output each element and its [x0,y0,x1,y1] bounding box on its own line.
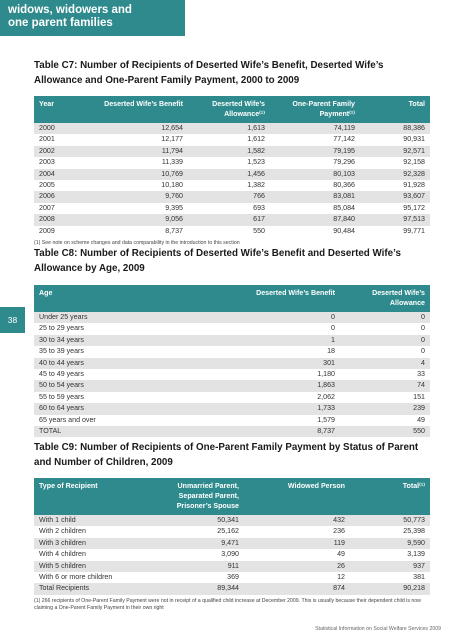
table-cell: With 2 children [34,526,144,537]
section-header [0,0,185,36]
table-cell: 12,177 [94,134,188,145]
column-header: Type of Recipient [39,482,98,490]
table-cell: 93,607 [360,191,430,202]
table-c7 [34,96,430,237]
table-c8-section [34,246,430,437]
table-cell: 12 [244,572,350,583]
table-cell: 74,119 [270,123,360,134]
table-cell: 8,737 [184,426,340,437]
table-cell: 92,158 [360,157,430,168]
table-cell: 1 [184,335,340,346]
table-cell: 18 [184,346,340,357]
table-cell: Under 25 years [34,312,184,323]
column-header: Deserted Wife’s Benefit [104,100,183,108]
table-cell: 1,863 [184,380,340,391]
table-cell: 25,162 [144,526,244,537]
table-cell: 1,523 [188,157,270,168]
table-cell: 2004 [34,169,94,180]
table-row [34,191,430,202]
table-cell: 381 [350,572,430,583]
table-cell: 1,180 [184,369,340,380]
table-cell: 87,840 [270,214,360,225]
table-cell: 1,733 [184,403,340,414]
table-cell: 80,103 [270,169,360,180]
table-cell: Total Recipients [34,583,144,594]
table-cell: 97,513 [360,214,430,225]
table-c8 [34,285,430,437]
table-cell: 9,471 [144,538,244,549]
table-cell: 35 to 39 years [34,346,184,357]
column-header: Age [39,289,53,297]
table-cell: 9,395 [94,203,188,214]
table-cell: 3,090 [144,549,244,560]
table-cell: 49 [244,549,350,560]
table-cell: 2001 [34,134,94,145]
table-row [34,392,430,403]
table-cell: 40 to 44 years [34,358,184,369]
table-cell: 2007 [34,203,94,214]
table-cell: 236 [244,526,350,537]
table-cell: 80,366 [270,180,360,191]
table-row [34,169,430,180]
table-row [34,134,430,145]
table-cell: 26 [244,561,350,572]
section-header-line-2: one parent families [8,17,113,29]
table-row [34,123,430,134]
table-cell: TOTAL [34,426,184,437]
table-cell: 10,180 [94,180,188,191]
table-cell: 9,590 [350,538,430,549]
table-cell: 2006 [34,191,94,202]
table-cell: 77,142 [270,134,360,145]
table-cell: 89,344 [144,583,244,594]
table-cell: 60 to 64 years [34,403,184,414]
table-row [34,157,430,168]
table-c8-title: Table C8: Number of Recipients of Deserted Wife’s Benefit and Deserted Wife’s Allowance by Age, 2009 [34,248,401,274]
table-cell: 83,081 [270,191,360,202]
table-cell: 9,056 [94,214,188,225]
table-row [34,380,430,391]
table-cell: 0 [340,346,430,357]
table-cell: With 1 child [34,515,144,526]
table-c8-header-row [34,285,430,312]
table-cell: 55 to 59 years [34,392,184,403]
table-c9 [34,478,430,595]
table-cell: 65 years and over [34,415,184,426]
table-cell: 301 [184,358,340,369]
table-row [34,583,430,594]
table-cell: 1,456 [188,169,270,180]
column-header: Deserted Wife’s Allowance [372,289,425,307]
table-cell: 8,737 [94,226,188,237]
table-c9-header-row [34,478,430,515]
table-cell: 25 to 29 years [34,323,184,334]
column-header: Deserted Wife’s Allowance⁽¹⁾ [212,100,265,118]
table-cell: 90,931 [360,134,430,145]
table-cell: 0 [184,312,340,323]
column-header: Unmarried Parent, Separated Parent, Prisoner’s Spouse [176,482,239,510]
table-cell: 85,084 [270,203,360,214]
page-number: 38 [7,315,18,325]
table-cell: 90,218 [350,583,430,594]
table-row [34,214,430,225]
table-cell: 432 [244,515,350,526]
table-cell: 1,582 [188,146,270,157]
table-row [34,426,430,437]
table-cell: 9,760 [94,191,188,202]
table-cell: 2009 [34,226,94,237]
table-cell: 0 [340,312,430,323]
table-cell: 2005 [34,180,94,191]
table-cell: 50 to 54 years [34,380,184,391]
table-cell: 151 [340,392,430,403]
table-cell: 239 [340,403,430,414]
column-header: Year [39,100,54,108]
table-cell: 91,928 [360,180,430,191]
column-header: One-Parent Family Payment⁽¹⁾ [292,100,355,118]
table-cell: 88,386 [360,123,430,134]
table-cell: 33 [340,369,430,380]
table-row [34,515,430,526]
table-cell: 95,172 [360,203,430,214]
table-cell: 79,195 [270,146,360,157]
table-row [34,403,430,414]
table-cell: 11,339 [94,157,188,168]
table-c7-section [34,58,430,247]
table-c7-title: Table C7: Number of Recipients of Deserted Wife’s Benefit, Deserted Wife’s Allowance and One-Parent Family Payment, 2000 to 2009 [34,60,384,86]
table-row [34,226,430,237]
table-cell: 0 [340,323,430,334]
table-row [34,549,430,560]
table-cell: 0 [184,323,340,334]
column-header: Deserted Wife’s Benefit [256,289,335,297]
table-cell: 49 [340,415,430,426]
table-c7-footnote: (1) See note on scheme changes and data comparability in the introduction to this section [34,240,240,247]
table-cell: 12,654 [94,123,188,134]
table-cell: 0 [340,335,430,346]
table-cell: 2002 [34,146,94,157]
table-cell: 10,769 [94,169,188,180]
table-cell: 90,484 [270,226,360,237]
table-row [34,335,430,346]
table-cell: 369 [144,572,244,583]
table-row [34,323,430,334]
table-cell: 2,062 [184,392,340,403]
table-cell: 2000 [34,123,94,134]
table-cell: With 3 children [34,538,144,549]
table-cell: 45 to 49 years [34,369,184,380]
table-cell: 92,328 [360,169,430,180]
table-row [34,572,430,583]
table-row [34,538,430,549]
table-cell: With 5 children [34,561,144,572]
table-cell: 2008 [34,214,94,225]
table-c9-footnote: (1) 266 recipients of One-Parent Family Payment were not in receipt of a qualified child increase at December 2009. This is usually because their dependent child is now claiming a One-Parent Family Payment in their own right [34,597,421,611]
table-c9-title: Table C9: Number of Recipients of One-Parent Family Payment by Status of Parent and Number of Children, 2009 [34,442,419,468]
table-cell: 766 [188,191,270,202]
table-cell: 25,398 [350,526,430,537]
table-cell: 50,773 [350,515,430,526]
page-number-tab [0,307,25,333]
table-row [34,180,430,191]
table-cell: 1,579 [184,415,340,426]
table-c7-header-row [34,96,430,123]
table-cell: 99,771 [360,226,430,237]
table-row [34,312,430,323]
table-cell: 937 [350,561,430,572]
page-footer: Statistical Information on Social Welfare Services 2009 [315,626,441,632]
column-header: Total [408,100,425,108]
table-cell: 11,794 [94,146,188,157]
table-cell: 119 [244,538,350,549]
table-cell: 74 [340,380,430,391]
table-row [34,561,430,572]
table-row [34,203,430,214]
table-cell: 617 [188,214,270,225]
table-cell: 2003 [34,157,94,168]
table-cell: With 4 children [34,549,144,560]
table-cell: With 6 or more children [34,572,144,583]
table-row [34,415,430,426]
table-row [34,346,430,357]
column-header: Widowed Person [287,482,345,490]
table-cell: 1,382 [188,180,270,191]
table-c9-section [34,440,430,612]
table-cell: 550 [340,426,430,437]
table-cell: 79,296 [270,157,360,168]
table-cell: 1,613 [188,123,270,134]
table-cell: 4 [340,358,430,369]
section-header-line-1: widows, widowers and [8,4,132,16]
table-cell: 1,612 [188,134,270,145]
table-row [34,369,430,380]
table-cell: 550 [188,226,270,237]
table-row [34,358,430,369]
table-cell: 50,341 [144,515,244,526]
table-cell: 30 to 34 years [34,335,184,346]
table-cell: 874 [244,583,350,594]
table-cell: 911 [144,561,244,572]
table-cell: 3,139 [350,549,430,560]
table-row [34,146,430,157]
table-row [34,526,430,537]
table-cell: 92,571 [360,146,430,157]
table-cell: 693 [188,203,270,214]
column-header: Total⁽¹⁾ [402,482,425,490]
